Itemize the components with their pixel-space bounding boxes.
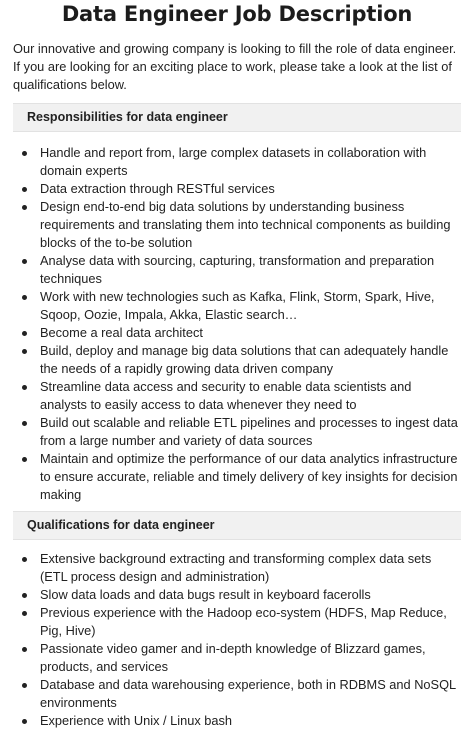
bullet-icon — [22, 421, 27, 426]
bullet-icon — [22, 331, 27, 336]
list-item — [13, 640, 461, 676]
list-item-text: Maintain and optimize the performance of our data analytics infrastructure to ensure accurate, reliable and timely delivery of key insights for decision making — [40, 451, 458, 502]
list-item — [13, 342, 461, 378]
list-item — [13, 378, 461, 414]
list-item — [13, 180, 461, 198]
list-item-text: Experience with Unix / Linux bash — [40, 713, 233, 728]
responsibilities-heading: Responsibilities for data engineer — [27, 110, 228, 124]
bullet-icon — [22, 647, 27, 652]
list-item — [13, 252, 461, 288]
list-item-text: Passionate video gamer and in-depth knowledge of Blizzard games, products, and services — [40, 641, 426, 674]
list-item — [13, 450, 461, 504]
list-item — [13, 324, 461, 342]
qualifications-list — [13, 550, 461, 730]
bullet-icon — [22, 295, 27, 300]
qualifications-section-header — [13, 511, 461, 540]
list-item-text: Work with new technologies such as Kafka, Flink, Storm, Spark, Hive, Sqoop, Oozie, Impala, Akka, Elastic search… — [40, 289, 435, 322]
list-item — [13, 414, 461, 450]
bullet-icon — [22, 457, 27, 462]
bullet-icon — [22, 349, 27, 354]
list-item — [13, 198, 461, 252]
bullet-icon — [22, 593, 27, 598]
bullet-icon — [22, 557, 27, 562]
list-item — [13, 288, 461, 324]
qualifications-heading: Qualifications for data engineer — [27, 518, 215, 532]
list-item — [13, 676, 461, 712]
list-item-text: Build, deploy and manage big data solutions that can adequately handle the needs of a rapidly growing data driven company — [40, 343, 449, 376]
list-item-text: Data extraction through RESTful services — [40, 181, 275, 196]
bullet-icon — [22, 611, 27, 616]
list-item-text: Build out scalable and reliable ETL pipelines and processes to ingest data from a large number and variety of data sources — [40, 415, 458, 448]
list-item — [13, 586, 461, 604]
list-item-text: Extensive background extracting and transforming complex data sets (ETL process design and administration) — [40, 551, 432, 584]
list-item-text: Database and data warehousing experience, both in RDBMS and NoSQL environments — [40, 677, 456, 710]
list-item — [13, 712, 461, 730]
list-item-text: Become a real data architect — [40, 325, 203, 340]
responsibilities-list — [13, 144, 461, 504]
list-item-text: Streamline data access and security to enable data scientists and analysts to easily access to data whenever they need to — [40, 379, 412, 412]
list-item-text: Slow data loads and data bugs result in keyboard facerolls — [40, 587, 371, 602]
bullet-icon — [22, 385, 27, 390]
bullet-icon — [22, 151, 27, 156]
list-item-text: Previous experience with the Hadoop eco-system (HDFS, Map Reduce, Pig, Hive) — [40, 605, 447, 638]
bullet-icon — [22, 187, 27, 192]
intro-paragraph: Our innovative and growing company is looking to fill the role of data engineer. If you are looking for an exciting place to work, please take a look at the list of qualifications below. — [13, 41, 457, 92]
bullet-icon — [22, 205, 27, 210]
list-item-text: Handle and report from, large complex datasets in collaboration with domain experts — [40, 145, 427, 178]
list-item — [13, 144, 461, 180]
bullet-icon — [22, 719, 27, 724]
list-item-text: Design end-to-end big data solutions by understanding business requirements and translating them into technical components as building blocks of the to-be solution — [40, 199, 451, 250]
list-item-text: Analyse data with sourcing, capturing, transformation and preparation techniques — [40, 253, 435, 286]
responsibilities-section-header — [13, 103, 461, 132]
bullet-icon — [22, 683, 27, 688]
bullet-icon — [22, 259, 27, 264]
page-title: Data Engineer Job Description — [61, 2, 413, 26]
list-item — [13, 604, 461, 640]
list-item — [13, 550, 461, 586]
